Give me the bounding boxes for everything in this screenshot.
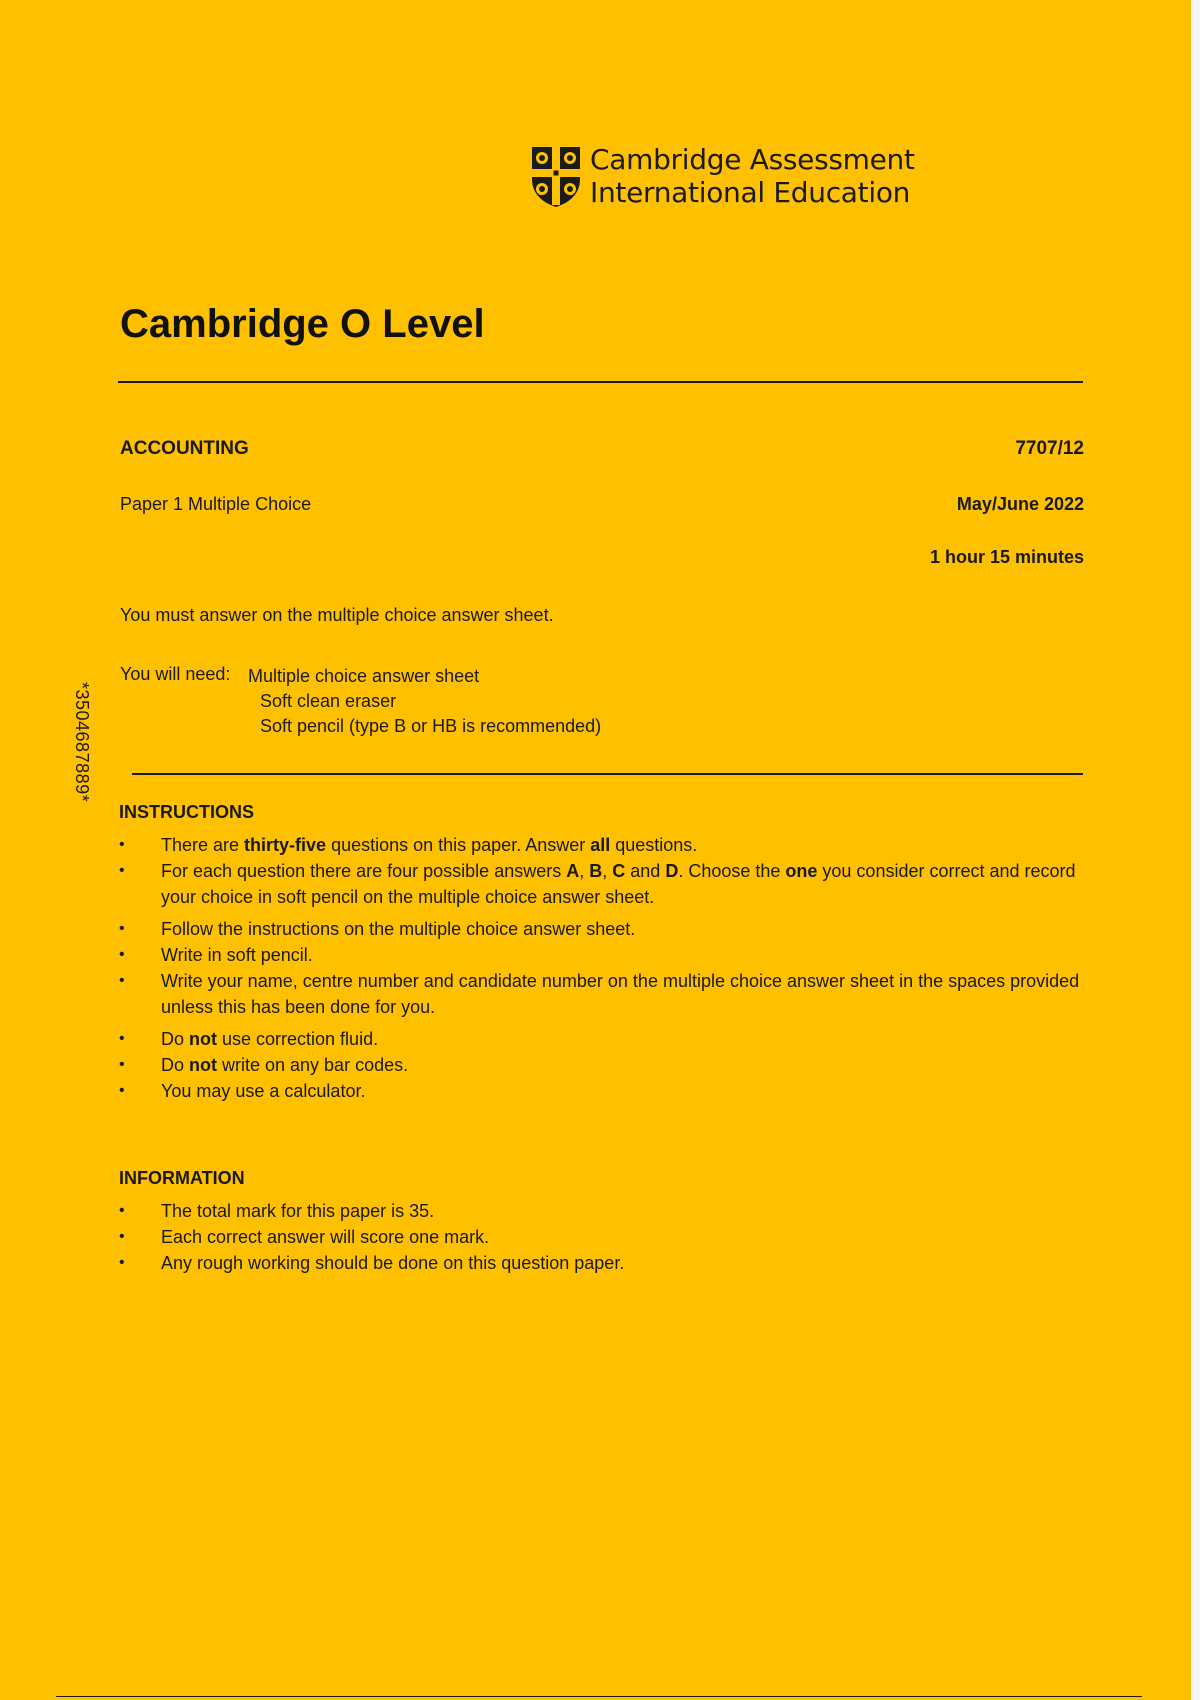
page-edge [1191,0,1200,1700]
instruction-item: • There are thirty-five questions on this paper. Answer all questions. [119,832,1109,858]
materials-label: You will need: [120,664,231,684]
materials-item: Soft clean eraser [260,691,397,711]
logo-line-2: International Education [590,176,911,209]
university-shield-icon [530,145,582,208]
page-title: Cambridge O Level [120,302,485,346]
instruction-item: • Write your name, centre number and candidate number on the multiple choice answer sheet in the spaces provided unless this has been done for you. [119,968,1109,1020]
instruction-item: • For each question there are four possible answers A, B, C and D. Choose the one you consider correct and record your choice in soft pencil on the multiple choice answer sheet. [119,858,1109,910]
information-item: • Each correct answer will score one mark. [119,1224,1019,1250]
materials-list [248,664,602,739]
instruction-item: • You may use a calculator. [119,1078,1109,1104]
candidate-barcode-number [66,682,96,822]
divider-bottom [56,1696,1142,1697]
logo-wordmark [590,143,915,209]
materials-item: Soft pencil (type B or HB is recommended) [260,716,602,736]
information-item: • The total mark for this paper is 35. [119,1198,1019,1224]
information-heading: INFORMATION [119,1168,245,1188]
subject-name: ACCOUNTING [120,438,249,459]
instruction-item: • Write in soft pencil. [119,942,1109,968]
exam-session: May/June 2022 [956,494,1084,514]
instruction-item: • Do not write on any bar codes. [119,1052,1109,1078]
answer-note: You must answer on the multiple choice answer sheet. [120,605,554,625]
instruction-item: • Do not use correction fluid. [119,1026,1109,1052]
instructions-heading: INSTRUCTIONS [119,802,254,822]
instructions-list [119,832,1109,1104]
barcode-number-text: *3504687889* [72,682,92,803]
information-list [119,1198,1019,1276]
divider-top [118,381,1083,383]
logo-line-1: Cambridge Assessment [590,143,915,176]
exam-duration: 1 hour 15 minutes [929,547,1084,567]
divider-middle [132,773,1083,775]
instruction-item: • Follow the instructions on the multiple choice answer sheet. [119,916,1109,942]
paper-name: Paper 1 Multiple Choice [120,494,312,514]
materials-item: Multiple choice answer sheet [248,666,480,686]
cambridge-logo [530,143,915,209]
information-item: • Any rough working should be done on this question paper. [119,1250,1019,1276]
paper-code: 7707/12 [1015,438,1084,459]
